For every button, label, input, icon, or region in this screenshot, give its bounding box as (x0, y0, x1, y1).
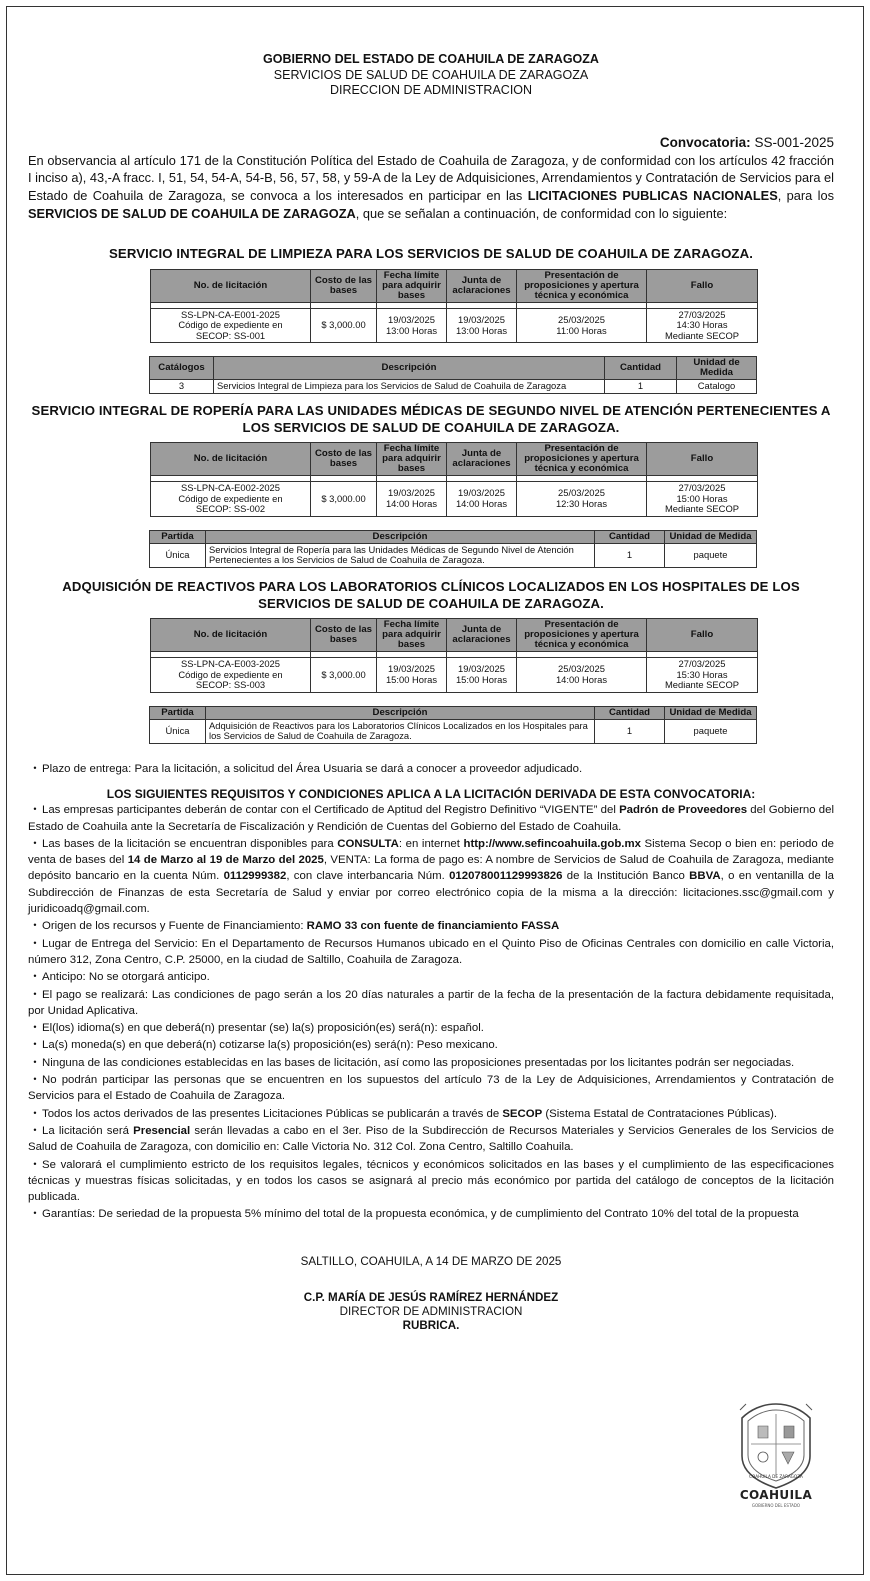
bullet-icon: • (33, 1107, 37, 1118)
intro-paragraph (28, 152, 834, 223)
list-item: • El pago se realizará: Las condiciones de pago serán a los 20 días naturales a partir de la fecha de la presentación de la factura debidamente requisitada, por Unidad Aplicativa. (28, 986, 834, 1020)
catalog-table-3 (149, 706, 757, 744)
cell-partida: Única (150, 543, 206, 567)
th-junta: Junta de aclaraciones (447, 269, 517, 302)
signer-name: C.P. MARÍA DE JESÚS RAMÍREZ HERNÁNDEZ (303, 1290, 559, 1304)
th-fallo: Fallo (647, 269, 758, 302)
list-item: • Todos los actos derivados de las presentes Licitaciones Públicas se publicarán a través de SECOP (Sistema Estatal de Contrataciones Públicas). (28, 1105, 834, 1122)
cell-no-licitacion: SS-LPN-CA-E002-2025 Código de expediente en SECOP: SS-002 (151, 482, 311, 517)
bullet-icon: • (33, 804, 37, 815)
header-direction: DIRECCION DE ADMINISTRACION (329, 83, 533, 97)
licitacion-table-2 (150, 442, 758, 517)
table-row (150, 543, 757, 567)
th-fecha: Fecha límite para adquirir bases (377, 269, 447, 302)
cell-unidad: paquete (665, 543, 757, 567)
cell-cantidad: 1 (595, 719, 665, 743)
th-fecha: Fecha límite para adquirir bases (377, 443, 447, 476)
cell-catalogo: 3 (150, 380, 214, 394)
bullet-icon: • (33, 837, 37, 848)
bullet-icon: • (33, 763, 37, 773)
header-government: GOBIERNO DEL ESTADO DE COAHUILA DE ZARAGOZA (263, 52, 599, 66)
rubrica: RUBRICA. (402, 1318, 460, 1332)
intro-bold-2: SERVICIOS DE SALUD DE COAHUILA DE ZARAGOZA (28, 205, 356, 221)
intro-text-2: , para los (777, 188, 835, 204)
convocatoria-label: Convocatoria: (659, 134, 751, 150)
requirements-list (28, 801, 834, 1222)
cell-descripcion: Adquisición de Reactivos para los Laboratorios Clínicos Localizados en los Hospitales para los Servicios de Salud de Coahuila de Zaragoza. (206, 719, 595, 743)
cell-cantidad: 1 (595, 543, 665, 567)
licitacion-table-3 (150, 618, 758, 693)
cell-unidad: paquete (665, 719, 757, 743)
catalog-table-2 (149, 530, 757, 568)
list-item: • Lugar de Entrega del Servicio: En el Departamento de Recursos Humanos ubicado en el Quinto Piso de Oficinas Centrales con domicilio en calle Victoria, número 312, Zona Centro, C.P. 25000, en la ciudad de Saltillo, Coahuila de Zaragoza. (28, 935, 834, 969)
cell-fecha: 19/03/2025 15:00 Horas (377, 658, 447, 693)
th-fallo: Fallo (647, 443, 758, 476)
th-no-licitacion: No. de licitación (151, 619, 311, 652)
bullet-icon: • (33, 1022, 37, 1033)
list-item: • Ninguna de las condiciones establecidas en las bases de licitación, así como las proposiciones presentadas por los licitantes podrán ser negociadas. (28, 1054, 834, 1071)
th-descripcion: Descripción (206, 706, 595, 719)
cell-descripcion: Servicios Integral de Limpieza para los Servicios de Salud de Coahuila de Zaragoza (214, 380, 605, 394)
th-no-licitacion: No. de licitación (151, 269, 311, 302)
seal-ring-text: COAHUILA DE ZARAGOZA (749, 1474, 803, 1479)
cell-unidad: Catalogo (677, 380, 757, 394)
th-junta: Junta de aclaraciones (447, 443, 517, 476)
convocatoria-line (28, 135, 834, 150)
cell-descripcion: Servicios Integral de Ropería para las Unidades Médicas de Segundo Nivel de Atención Pertenecientes a los Servicios de Salud de Coahuila de Zaragoza. (206, 543, 595, 567)
list-item: • Las bases de la licitación se encuentran disponibles para CONSULTA: en internet http://www.sefincoahuila.gob.mx Sistema Secop o bien en: periodo de venta de bases del 14 de Marzo al 19 de Marzo del 2025, VENTA: La forma de pago es: A nombre de Servicios de Salud de Coahuila de Zaragoza, mediante depósito bancario en la cuenta Núm. 0112999382, con clave interbancaria Núm. 012078001129993826 de la Institución Banco BBVA, o en ventanilla de la Subdirección de Finanzas de esta Secretaría de Salud y enviar por correo electrónico copia de la misma a la dirección: licitaciones.ssc@gmail.com y juridicoadq@gmail.com. (28, 835, 834, 917)
th-cantidad: Cantidad (605, 357, 677, 380)
cell-costo: $ 3,000.00 (311, 482, 377, 517)
list-item: • La licitación será Presencial serán llevadas a cabo en el 3er. Piso de la Subdirección de Recursos Materiales y Servicios Generales de los Servicios de Salud de Coahuila de Zaragoza, con domicilio en: Calle Victoria No. 312 Col. Zona Centro, Saltillo Coahuila. (28, 1122, 834, 1156)
cell-presentacion: 25/03/2025 14:00 Horas (517, 658, 647, 693)
table-row (151, 658, 758, 693)
bullet-icon: • (33, 1124, 37, 1135)
plazo-entrega: • Plazo de entrega: Para la licitación, a solicitud del Área Usuaria se dará a conocer a proveedor adjudicado. (28, 760, 834, 777)
th-presentacion: Presentación de proposiciones y apertura técnica y económica (517, 619, 647, 652)
intro-text-3: , que se señalan a continuación, de conformidad con lo siguiente: (355, 205, 728, 221)
cell-costo: $ 3,000.00 (311, 308, 377, 343)
section-title-ropería: SERVICIO INTEGRAL DE ROPERÍA PARA LAS UNIDADES MÉDICAS DE SEGUNDO NIVEL DE ATENCIÓN PERTENECIENTES A LOS SERVICIOS DE SALUD DE COAHUILA DE ZARAGOZA. (31, 403, 831, 436)
intro-text-1: En observancia al artículo 171 de la Constitución Política del Estado de Coahuila de Zaragoza, y de conformidad con los artículos 42 fracción I inciso a), 43,-A fracc. I, 51, 54, 54-A, 54-B, 56, 57, 58, y 59-A de la Ley de Adquisiciones, Arrendamientos y Contratación de Servicios para el Estado de Coahuila de Zaragoza, se convoca a los interesados en participar en las (28, 152, 834, 204)
cell-partida: Única (150, 719, 206, 743)
cell-cantidad: 1 (605, 380, 677, 394)
bullet-icon: • (33, 920, 37, 931)
bullet-icon: • (33, 1039, 37, 1050)
th-descripcion: Descripción (206, 530, 595, 543)
list-item: • Las empresas participantes deberán de contar con el Certificado de Aptitud del Registro Definitivo “VIGENTE” del Padrón de Proveedores del Gobierno del Estado de Coahuila ante la Secretaría de Fiscalización y Rendición de Cuentas del Gobierno del Estado de Coahuila. (28, 801, 834, 835)
th-costo: Costo de las bases (311, 443, 377, 476)
th-presentacion: Presentación de proposiciones y apertura técnica y económica (517, 443, 647, 476)
cell-presentacion: 25/03/2025 12:30 Horas (517, 482, 647, 517)
bullet-icon: • (33, 1074, 37, 1085)
cell-fallo: 27/03/2025 15:30 Horas Mediante SECOP (647, 658, 758, 693)
th-no-licitacion: No. de licitación (151, 443, 311, 476)
document-body (28, 52, 834, 1333)
th-unidad: Unidad de Medida (665, 706, 757, 719)
coat-of-arms-icon (732, 1400, 820, 1510)
bullet-icon: • (33, 1056, 37, 1067)
th-costo: Costo de las bases (311, 269, 377, 302)
coahuila-seal-logo (732, 1400, 820, 1510)
cell-presentacion: 25/03/2025 11:00 Horas (517, 308, 647, 343)
th-partida: Partida (150, 530, 206, 543)
licitacion-table-1 (150, 269, 758, 344)
bullet-icon: • (33, 937, 37, 948)
list-item: • Anticipo: No se otorgará anticipo. (28, 968, 834, 985)
signature-block (28, 1255, 834, 1333)
cell-no-licitacion: SS-LPN-CA-E001-2025 Código de expediente en SECOP: SS-001 (151, 308, 311, 343)
cell-fecha: 19/03/2025 14:00 Horas (377, 482, 447, 517)
cell-no-licitacion: SS-LPN-CA-E003-2025 Código de expediente en SECOP: SS-003 (151, 658, 311, 693)
th-unidad: Unidad de Medida (677, 357, 757, 380)
th-junta: Junta de aclaraciones (447, 619, 517, 652)
table-row (151, 308, 758, 343)
list-item: • El(los) idioma(s) en que deberá(n) presentar (se) la(s) proposición(es) será(n): español. (28, 1019, 834, 1036)
convocatoria-number: SS-001-2025 (754, 134, 834, 150)
th-catalogos: Catálogos (150, 357, 214, 380)
place-date: SALTILLO, COAHUILA, A 14 DE MARZO DE 2025 (300, 1254, 562, 1268)
section-title-reactivos: ADQUISICIÓN DE REACTIVOS PARA LOS LABORATORIOS CLÍNICOS LOCALIZADOS EN LOS HOSPITALES DE LOS SERVICIOS DE SALUD DE COAHUILA DE ZARAGOZA. (62, 579, 800, 612)
th-fecha: Fecha límite para adquirir bases (377, 619, 447, 652)
document-header (28, 52, 834, 99)
th-presentacion: Presentación de proposiciones y apertura técnica y económica (517, 269, 647, 302)
list-item: • Se valorará el cumplimiento estricto de los requisitos legales, técnicos y económicos solicitados en las bases y el cumplimiento de las especificaciones técnicas y muestras físicas solicitadas, y en todos los casos se asignará al precio más económico por partida del catálogo de conceptos de la licitación publicada. (28, 1156, 834, 1206)
seal-brand-text: COAHUILA (739, 1488, 813, 1502)
bullet-icon: • (33, 988, 37, 999)
catalog-table-1 (149, 356, 757, 394)
table-row (150, 380, 757, 394)
cell-fallo: 27/03/2025 14:30 Horas Mediante SECOP (647, 308, 758, 343)
cell-junta: 19/03/2025 13:00 Horas (447, 308, 517, 343)
list-item: • Origen de los recursos y Fuente de Financiamiento: RAMO 33 con fuente de financiamiento FASSA (28, 917, 834, 934)
th-cantidad: Cantidad (595, 530, 665, 543)
table-row (150, 719, 757, 743)
th-costo: Costo de las bases (311, 619, 377, 652)
list-item: • La(s) moneda(s) en que deberá(n) cotizarse la(s) proposición(es) será(n): Peso mexicano. (28, 1036, 834, 1053)
cell-costo: $ 3,000.00 (311, 658, 377, 693)
bullet-icon: • (33, 971, 37, 982)
header-agency: SERVICIOS DE SALUD DE COAHUILA DE ZARAGOZA (273, 67, 589, 82)
table-row (151, 482, 758, 517)
cell-junta: 19/03/2025 15:00 Horas (447, 658, 517, 693)
th-partida: Partida (150, 706, 206, 719)
requirements-title: LOS SIGUIENTES REQUISITOS Y CONDICIONES APLICA A LA LICITACIÓN DERIVADA DE ESTA CONVOCATORIA: (106, 787, 756, 802)
th-cantidad: Cantidad (595, 706, 665, 719)
list-item: • Garantías: De seriedad de la propuesta 5% mínimo del total de la propuesta económica, y de cumplimiento del Contrato 10% del total de la propuesta (28, 1205, 834, 1222)
th-descripcion: Descripción (214, 357, 605, 380)
cell-fallo: 27/03/2025 15:00 Horas Mediante SECOP (647, 482, 758, 517)
cell-junta: 19/03/2025 14:00 Horas (447, 482, 517, 517)
cell-fecha: 19/03/2025 13:00 Horas (377, 308, 447, 343)
list-item: • No podrán participar las personas que se encuentren en los supuestos del artículo 73 de la Ley de Adquisiciones, Arrendamientos y Contratación de Servicios para el Estado de Coahuila de Zaragoza. (28, 1071, 834, 1105)
th-fallo: Fallo (647, 619, 758, 652)
th-unidad: Unidad de Medida (665, 530, 757, 543)
bullet-icon: • (33, 1208, 37, 1219)
intro-bold-1: LICITACIONES PUBLICAS NACIONALES (527, 188, 778, 204)
signer-position: DIRECTOR DE ADMINISTRACION (339, 1304, 523, 1318)
bullet-icon: • (33, 1158, 37, 1169)
seal-sub-text: GOBIERNO DEL ESTADO (751, 1503, 801, 1508)
section-title-limpieza: SERVICIO INTEGRAL DE LIMPIEZA PARA LOS SERVICIOS DE SALUD DE COAHUILA DE ZARAGOZA. (109, 245, 753, 261)
